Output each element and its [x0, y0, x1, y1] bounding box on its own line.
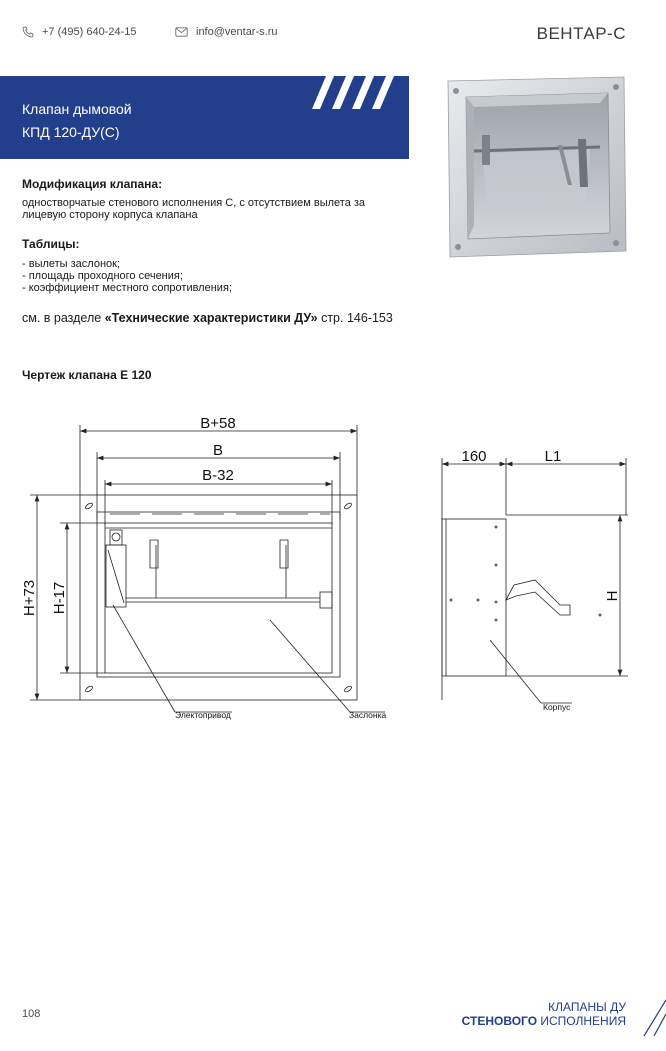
dim-b: B	[212, 442, 224, 459]
technical-drawing	[0, 400, 666, 730]
dim-b-plus-58: B+58	[200, 415, 236, 432]
reference-link[interactable]: «Технические характеристики ДУ»	[104, 311, 318, 325]
decorative-stripes	[312, 76, 407, 111]
brand-name: ВЕНТАР-С	[536, 24, 626, 43]
dim-h: H	[604, 590, 621, 602]
tables-heading: Таблицы:	[22, 237, 80, 251]
footer-stripes	[640, 998, 666, 1038]
product-title	[22, 98, 132, 144]
product-banner	[0, 76, 409, 159]
reference-prefix: см. в разделе	[22, 311, 105, 325]
dim-h-minus-17: H-17	[51, 581, 68, 615]
dim-160: 160	[461, 448, 487, 465]
section-title-rest: ИСПОЛНЕНИЯ	[537, 1014, 626, 1028]
reference-pages: стр. 146-153	[317, 311, 393, 325]
page-number: 108	[22, 1008, 41, 1020]
email-contact	[175, 26, 277, 38]
section-title-bold: СТЕНОВОГО	[461, 1014, 538, 1028]
dim-b-minus-32: B-32	[202, 467, 234, 484]
section-title-line1: КЛАПАНЫ ДУ	[548, 1000, 626, 1014]
modification-text	[22, 197, 365, 221]
reference-line	[22, 311, 393, 325]
tables-list	[22, 258, 232, 294]
drawing-title: Чертеж клапана Е 120	[22, 368, 152, 382]
label-body: Корпус	[543, 702, 571, 712]
phone-contact	[22, 26, 136, 38]
mail-icon	[175, 27, 188, 37]
tables-list-item: - коэффициент местного сопротивления;	[22, 282, 232, 294]
label-damper: Заслонка	[349, 710, 387, 720]
dim-h-plus-73: H+73	[21, 579, 38, 617]
tables-list-item: - площадь проходного сечения;	[22, 270, 183, 282]
product-title-line2: КПД 120-ДУ(С)	[22, 124, 120, 140]
email-address[interactable]: info@ventar-s.ru	[196, 26, 278, 38]
modification-text-line1: одностворчатые стенового исполнения С, с отсутствием вылета за	[22, 197, 366, 209]
modification-heading: Модификация клапана:	[22, 177, 163, 191]
product-photo	[440, 75, 630, 260]
phone-icon	[22, 26, 34, 38]
modification-text-line2: лицевую сторону корпуса клапана	[22, 209, 198, 221]
phone-number[interactable]: +7 (495) 640-24-15	[42, 26, 137, 38]
dim-l1: L1	[544, 448, 562, 465]
product-title-line1: Клапан дымовой	[22, 101, 132, 117]
label-actuator: Электопривод	[175, 710, 231, 720]
tables-list-item: - вылеты заслонок;	[22, 258, 121, 270]
section-title	[462, 1000, 626, 1028]
